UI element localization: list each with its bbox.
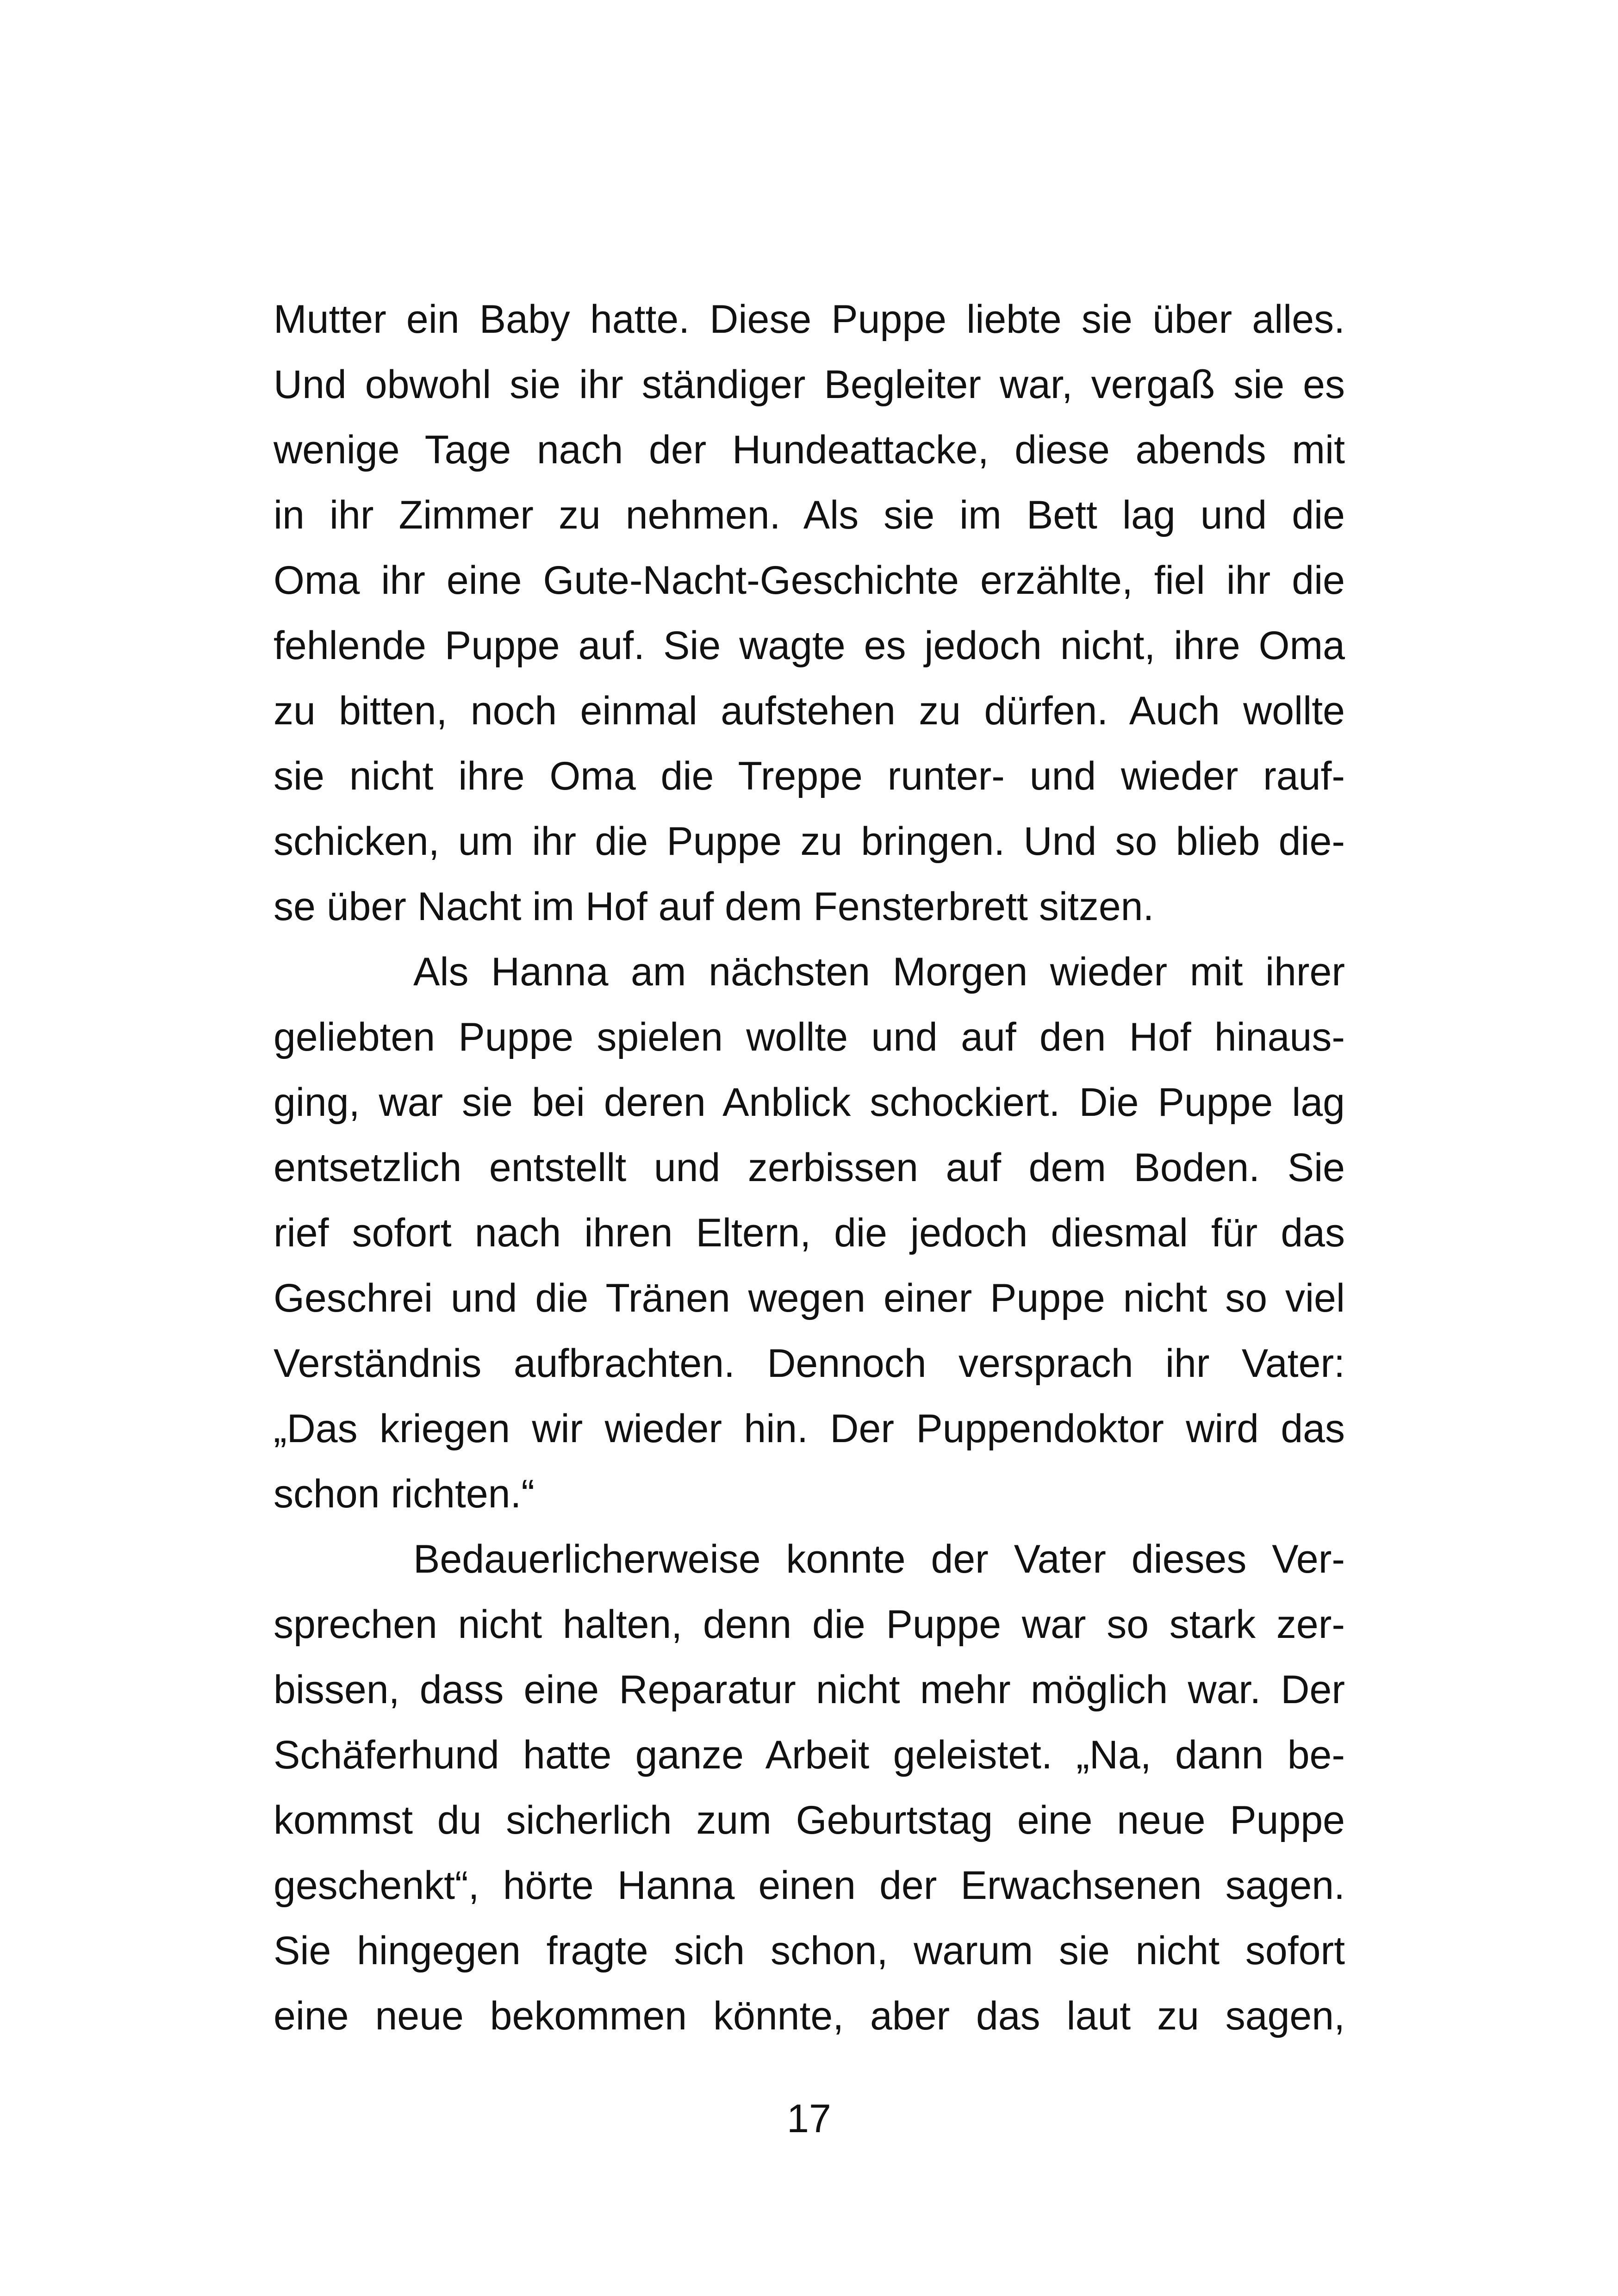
text-line: Sie hingegen fragte sich schon, warum sie nicht sofort	[274, 1929, 1345, 1973]
text-line: sprechen nicht halten, denn die Puppe war so stark zer-	[274, 1602, 1345, 1647]
text-line: sie nicht ihre Oma die Treppe runter- und wieder rauf-	[274, 754, 1345, 798]
text-line: Als Hanna am nächsten Morgen wieder mit ihrer	[413, 950, 1345, 994]
text-line: in ihr Zimmer zu nehmen. Als sie im Bett lag und die	[274, 493, 1345, 537]
text-line: rief sofort nach ihren Eltern, die jedoch diesmal für das	[274, 1211, 1345, 1255]
text-line: Verständnis aufbrachten. Dennoch versprach ihr Vater:	[274, 1341, 1345, 1386]
text-line: schicken, um ihr die Puppe zu bringen. Und so blieb die-	[274, 819, 1345, 864]
text-line: fehlende Puppe auf. Sie wagte es jedoch nicht, ihre Oma	[274, 623, 1345, 668]
text-line: zu bitten, noch einmal aufstehen zu dürfen. Auch wollte	[274, 689, 1345, 733]
text-line: Oma ihr eine Gute-Nacht-Geschichte erzählte, fiel ihr die	[274, 558, 1345, 603]
text-line: kommst du sicherlich zum Geburtstag eine neue Puppe	[274, 1798, 1345, 1842]
text-line: entsetzlich entstellt und zerbissen auf dem Boden. Sie	[274, 1145, 1345, 1190]
text-line: wenige Tage nach der Hundeattacke, diese abends mit	[274, 428, 1345, 472]
text-line: Bedauerlicherweise konnte der Vater dieses Ver-	[413, 1537, 1345, 1581]
text-line: schon richten.“	[274, 1472, 535, 1516]
text-line: Mutter ein Baby hatte. Diese Puppe liebte sie über alles.	[274, 297, 1345, 342]
page-number: 17	[787, 2097, 831, 2141]
text-line: geliebten Puppe spielen wollte und auf den Hof hinaus-	[274, 1015, 1345, 1059]
text-line: Schäferhund hatte ganze Arbeit geleistet. „Na, dann be-	[274, 1733, 1345, 1777]
text-line: geschenkt“, hörte Hanna einen der Erwachsenen sagen.	[274, 1863, 1345, 1908]
body-text	[274, 287, 1345, 2049]
text-line: Geschrei und die Tränen wegen einer Puppe nicht so viel	[274, 1276, 1345, 1320]
text-line: Und obwohl sie ihr ständiger Begleiter war, vergaß sie es	[274, 362, 1345, 407]
text-line: eine neue bekommen könnte, aber das laut zu sagen,	[274, 1994, 1345, 2038]
text-line: „Das kriegen wir wieder hin. Der Puppendoktor wird das	[274, 1406, 1345, 1451]
text-line: se über Nacht im Hof auf dem Fensterbrett sitzen.	[274, 884, 1154, 929]
text-line: bissen, dass eine Reparatur nicht mehr möglich war. Der	[274, 1668, 1345, 1712]
text-line: ging, war sie bei deren Anblick schockiert. Die Puppe lag	[274, 1080, 1345, 1125]
